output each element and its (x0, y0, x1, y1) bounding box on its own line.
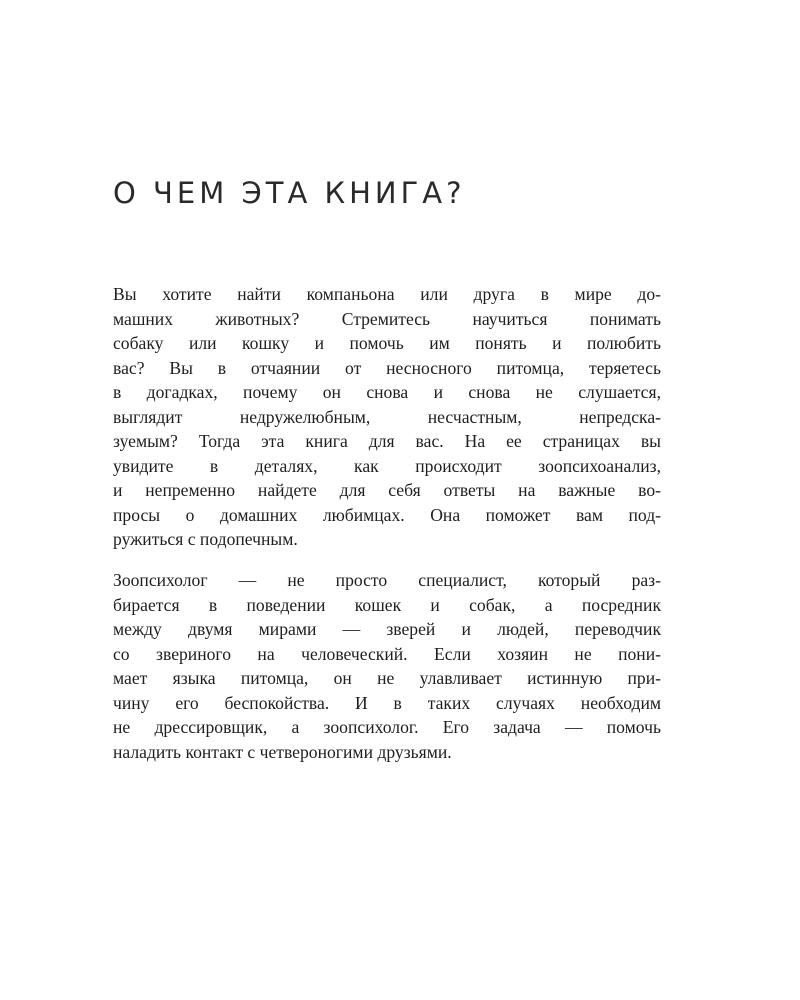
text-line: ружиться с подопечным. (113, 529, 298, 549)
text-line: наладить контакт с четвероногими друзьями. (113, 741, 452, 762)
text-line: собаку или кошку и помочь им понять и полюбить (113, 333, 661, 353)
text-line: Вы хотите найти компаньона или друга в мире до- (113, 284, 661, 304)
text-line: между двумя мирами — зверей и людей, переводчик (113, 619, 661, 639)
text-line: вас? Вы в отчаянии от несносного питомца, теряетесь (113, 357, 661, 378)
text-line: не дрессировщик, а зоопсихолог. Его задача — помочь (113, 717, 661, 737)
paragraph-1 (113, 282, 661, 552)
text-line: просы о домашних любимцах. Она поможет вам под- (113, 504, 661, 525)
text-line: мает языка питомца, он не улавливает истинную при- (113, 668, 661, 688)
text-line: чину его беспокойства. И в таких случаях необходим (113, 692, 661, 713)
text-line: бирается в поведении кошек и собак, а посредник (113, 594, 661, 615)
paragraph-2 (113, 568, 661, 764)
text-line: увидите в деталях, как происходит зоопсихоанализ, (113, 455, 661, 476)
chapter-title: О ЧЕМ ЭТА КНИГА? (113, 176, 466, 210)
text-line: машних животных? Стремитесь научиться понимать (113, 308, 661, 329)
text-line: со звериного на человеческий. Если хозяин не пони- (113, 643, 661, 664)
text-line: зуемым? Тогда эта книга для вас. На ее страницах вы (113, 431, 661, 451)
text-line: и непременно найдете для себя ответы на важные во- (113, 480, 661, 500)
text-line: выглядит недружелюбным, несчастным, непредска- (113, 406, 661, 427)
text-line: Зоопсихолог — не просто специалист, который раз- (113, 570, 661, 590)
text-line: в догадках, почему он снова и снова не слушается, (113, 382, 661, 402)
